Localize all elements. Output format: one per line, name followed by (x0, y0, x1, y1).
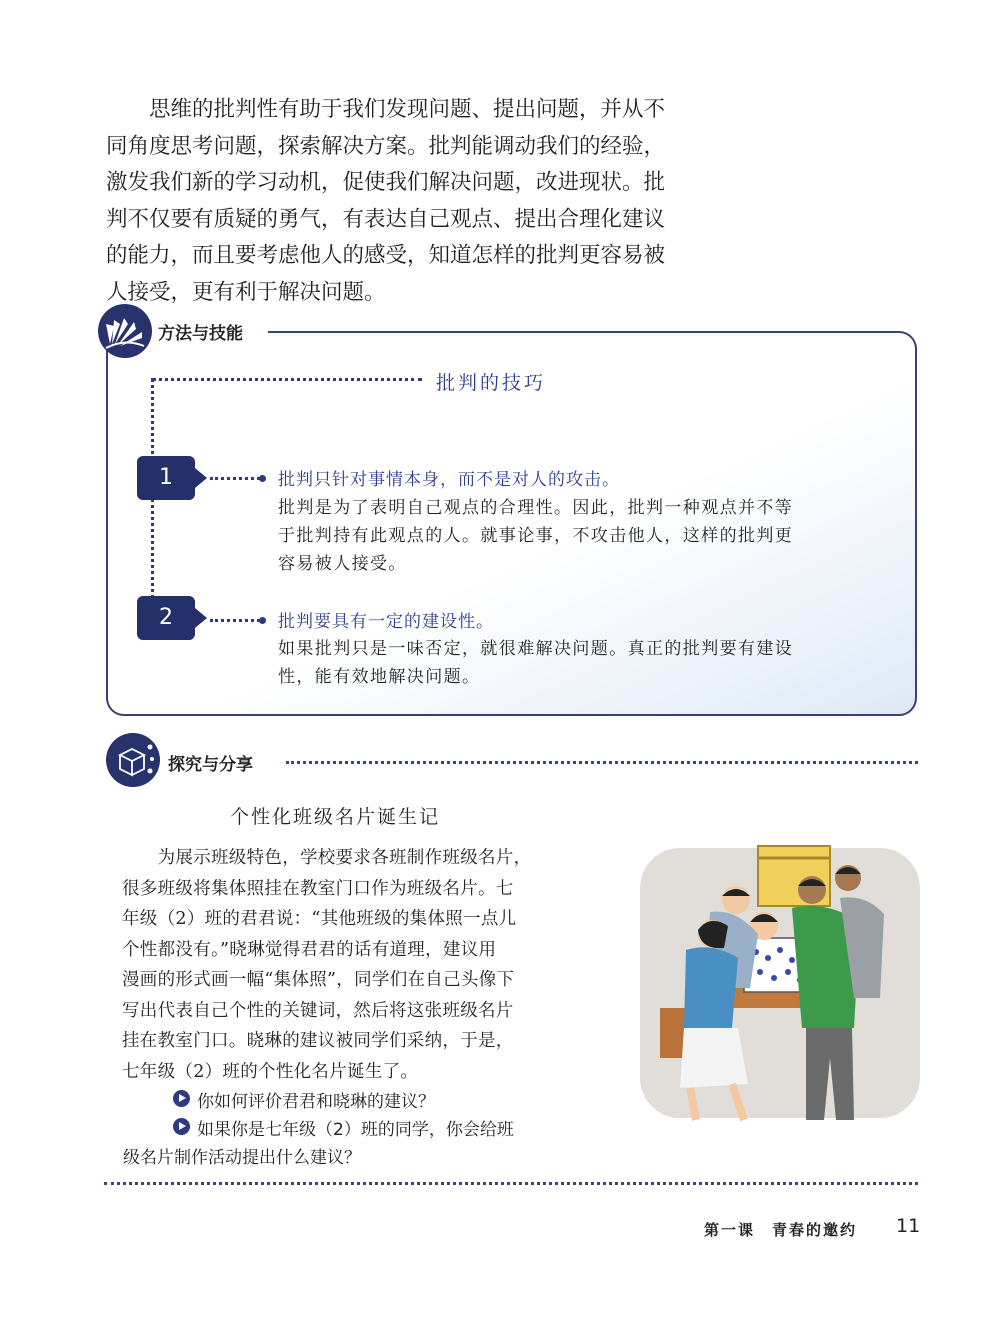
method-section-title: 方法与技能 (158, 324, 243, 344)
question-item: 你如何评价君君和晓琳的建议？ (197, 1092, 435, 1112)
tip-bullet-icon (259, 617, 266, 624)
classroom-illustration (640, 838, 920, 1128)
story-line: 个性都没有。”晓琳觉得君君的话有道理，建议用 (122, 939, 497, 960)
intro-line: 人接受，更有利于解决问题。 (106, 279, 386, 305)
story-line: 挂在教室门口。晓琳的建议被同学们采纳，于是， (122, 1031, 514, 1051)
tip-body-line: 如果批判只是一味否定，就很难解决问题。真正的批判要有建设 (278, 639, 794, 659)
story-line: 漫画的形式画一幅“集体照”，同学们在自己头像下 (122, 970, 515, 990)
intro-line: 判不仅要有质疑的勇气，有表达自己观点、提出合理化建议 (106, 206, 666, 232)
story-line: 年级（2）班的君君说：“其他班级的集体照一点儿 (122, 909, 517, 929)
question-item: 如果你是七年级（2）班的同学，你会给班 (197, 1120, 514, 1140)
story-line: 写出代表自己个性的关键词，然后将这张班级名片 (122, 1000, 514, 1021)
intro-line: 同角度思考问题，探索解决方案。批判能调动我们的经验， (106, 133, 666, 159)
method-section-icon (98, 304, 152, 358)
intro-paragraph (106, 92, 726, 311)
method-header-rule (268, 331, 788, 333)
footer-lesson-title: 第一课 青春的邀约 (704, 1221, 858, 1239)
tip-body (278, 494, 898, 578)
explore-section-icon (106, 733, 160, 787)
bottom-rule (104, 1182, 918, 1185)
question-item-continued: 级名片制作活动提出什么建议？ (123, 1148, 361, 1168)
story-line: 七年级（2）班的个性化名片诞生了。 (122, 1061, 419, 1082)
tip-body (278, 635, 898, 691)
tip-heading: 批判只针对事情本身，而不是对人的攻击。 (278, 470, 620, 490)
tip-bullet-icon (259, 475, 266, 482)
explore-section-title: 探究与分享 (168, 755, 253, 775)
fan-icon (98, 304, 152, 358)
explore-header-rule (286, 761, 918, 764)
tip-number-badge: 2 (137, 596, 195, 640)
page-number: 11 (896, 1215, 921, 1237)
tip-body-line: 容易被人接受。 (278, 554, 407, 574)
tip-body-line: 性，能有效地解决问题。 (278, 667, 481, 687)
story-line: 很多班级将集体照挂在教室门口作为班级名片。七 (122, 878, 514, 899)
intro-line: 思维的批判性有助于我们发现问题、提出问题，并从不 (106, 97, 666, 122)
tip-heading: 批判要具有一定的建设性。 (278, 612, 494, 632)
tip-body-line: 批判是为了表明自己观点的合理性。因此，批判一种观点并不等 (278, 498, 794, 518)
box-title-connector (152, 378, 422, 381)
box-title: 批判的技巧 (436, 372, 547, 394)
story-title: 个性化班级名片诞生记 (230, 806, 441, 828)
tip-number-badge: 1 (137, 456, 195, 500)
tip-connector (210, 619, 260, 622)
cube-icon (106, 733, 160, 787)
intro-line: 的能力，而且要考虑他人的感受，知道怎样的批判更容易被 (106, 243, 666, 268)
tip-connector (210, 477, 260, 480)
tip-body-line: 于批判持有此观点的人。就事论事，不攻击他人，这样的批判更 (278, 526, 794, 546)
story-line: 为展示班级特色，学校要求各班制作班级名片， (122, 848, 532, 868)
story-paragraph (122, 843, 622, 1087)
intro-line: 激发我们新的学习动机，促使我们解决问题，改进现状。批 (106, 170, 666, 195)
question-arrow-icon (173, 1118, 190, 1135)
question-arrow-icon (173, 1090, 190, 1107)
